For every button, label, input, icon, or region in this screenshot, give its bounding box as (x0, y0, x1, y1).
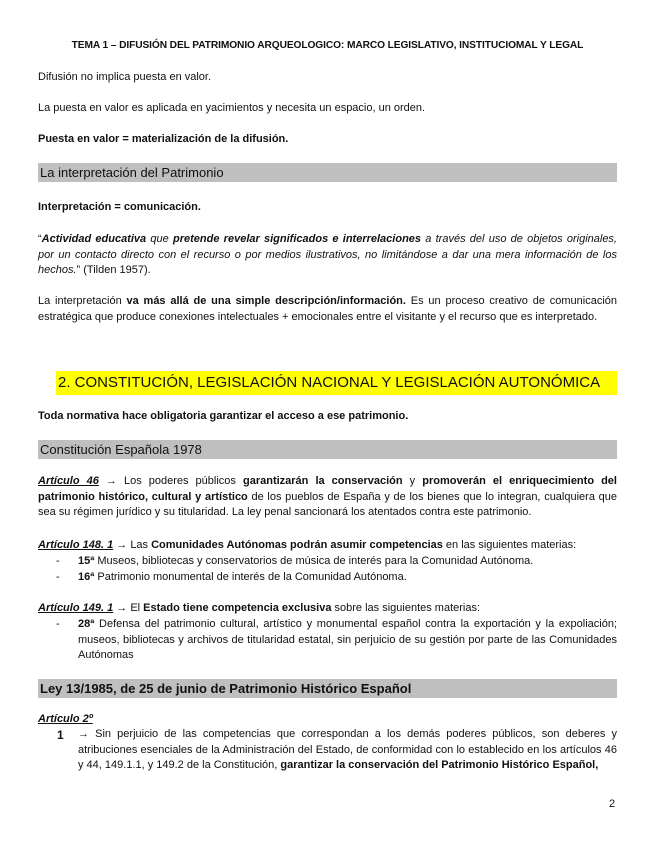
art149-text: sobre las siguientes materias: (331, 602, 481, 614)
art148-label: Artículo 148. 1 (38, 539, 114, 551)
list-dash: - (56, 555, 60, 567)
articulo-2-label: Artículo 2º (38, 713, 93, 725)
art149-list (38, 617, 617, 664)
item-text: Defensa del patrimonio cultural, artístico y monumental español contra la exportación y la expoliación; museos, bibliotecas y archivos de titularidad estatal, sin perjuicio de su gestión por parte de las Comunidades Autónomas (78, 618, 617, 662)
intro-paragraph-2: La puesta en valor es aplicada en yacimientos y necesita un espacio, un orden. (38, 102, 426, 114)
art2-text: → Sin perjuicio de las competencias que correspondan a los demás poderes públicos, son deberes y atribuciones esenciales de la Administración del Estado, de conformidad con lo establecido en los artículos 46 y 44, 149.1.1, y 149.2 de la Constitución, (78, 728, 617, 772)
art46-bold-1: garantizarán la conservación (242, 475, 403, 487)
art148-list (38, 554, 617, 585)
list-dash: - (56, 570, 60, 583)
articulo-149 (38, 601, 617, 617)
quote-bold-1: Actividad educativa (41, 233, 147, 245)
list-item (38, 617, 617, 664)
intro-paragraph-1: Difusión no implica puesta en valor. (38, 71, 212, 83)
quote-text-1: que (146, 233, 173, 245)
heading-interpretacion: La interpretación del Patrimonio (38, 163, 617, 182)
interp-text-c: Es un proceso creativo de comunicación estratégica que produce conexiones intelectuales + emocionales entre el visitante y el recurso que es interpretado. (38, 295, 617, 323)
art46-label: Artículo 46 (38, 475, 99, 487)
interpretation-paragraph (38, 294, 617, 325)
art46-arrow: → Los poderes públicos (98, 475, 243, 487)
articulo-2-text (78, 727, 617, 774)
item-number: 28ª (78, 618, 95, 630)
interpretation-equation: Interpretación = comunicación. (38, 201, 201, 213)
art2-number: 1 (57, 728, 64, 742)
item-number: 15ª (78, 555, 95, 567)
art148-bold: Comunidades Autónomas podrán asumir competencias (151, 539, 443, 551)
item-text: Museos, bibliotecas y conservatorios de música de interés para la Comunidad Autónoma. (94, 555, 534, 567)
art149-label: Artículo 149. 1 (38, 602, 114, 614)
heading-constitucion: Constitución Española 1978 (38, 440, 617, 459)
quote-bold-2: pretende revelar significados e interrelaciones (173, 233, 422, 245)
intro-definition: Puesta en valor = materialización de la difusión. (38, 133, 289, 145)
articulo-148 (38, 538, 617, 554)
list-dash: - (56, 618, 60, 630)
art46-text-2: de los pueblos de España y de los bienes que lo integran, cualquiera que sea su régimen jurídico y su titularidad. La ley penal sancionará los atentados contra este patrimonio. (38, 490, 618, 519)
interp-text-bold: va más allá de una simple descripción/información. (126, 295, 406, 307)
page-number: 2 (609, 798, 616, 810)
art149-arrow: → El (113, 602, 144, 614)
quote-open: “ (38, 233, 42, 245)
heading-section-2: 2. CONSTITUCIÓN, LEGISLACIÓN NACIONAL Y LEGISLACIÓN AUTONÓMICA (56, 371, 617, 395)
art2-bold: garantizar la conservación del Patrimonio Histórico Español, (280, 759, 599, 772)
item-number: 16ª (78, 570, 95, 583)
section-2-lead: Toda normativa hace obligatoria garantizar el acceso a ese patrimonio. (38, 410, 409, 422)
list-item (38, 570, 617, 586)
art149-bold: Estado tiene competencia exclusiva (143, 602, 332, 614)
item-text: Patrimonio monumental de interés de la Comunidad Autónoma. (94, 570, 407, 583)
art46-bold-2: promoverán el enriquecimiento del patrimonio histórico, cultural y artístico (38, 475, 617, 503)
tilden-quote (38, 232, 617, 279)
art46-text-1: y (402, 475, 423, 487)
interp-text-a: La interpretación (38, 295, 127, 307)
articulo-46 (38, 474, 617, 521)
art148-arrow: → Las (113, 539, 152, 551)
document-title: TEMA 1 – DIFUSIÓN DEL PATRIMONIO ARQUEOLOGICO: MARCO LEGISLATIVO, INSTITUCIOMAL Y LEGAL (71, 40, 584, 51)
list-item (38, 554, 617, 570)
quote-text-2: a través del uso de objetos originales, por un contacto directo con el recurso o por medios ilustrativos, no limitándose a dar una mera información de los hechos. (38, 233, 617, 277)
art148-text: en las siguientes materias: (442, 539, 577, 551)
quote-citation: ” (Tilden 1957). (76, 264, 151, 277)
heading-ley-13-1985: Ley 13/1985, de 25 de junio de Patrimonio Histórico Español (38, 679, 617, 698)
